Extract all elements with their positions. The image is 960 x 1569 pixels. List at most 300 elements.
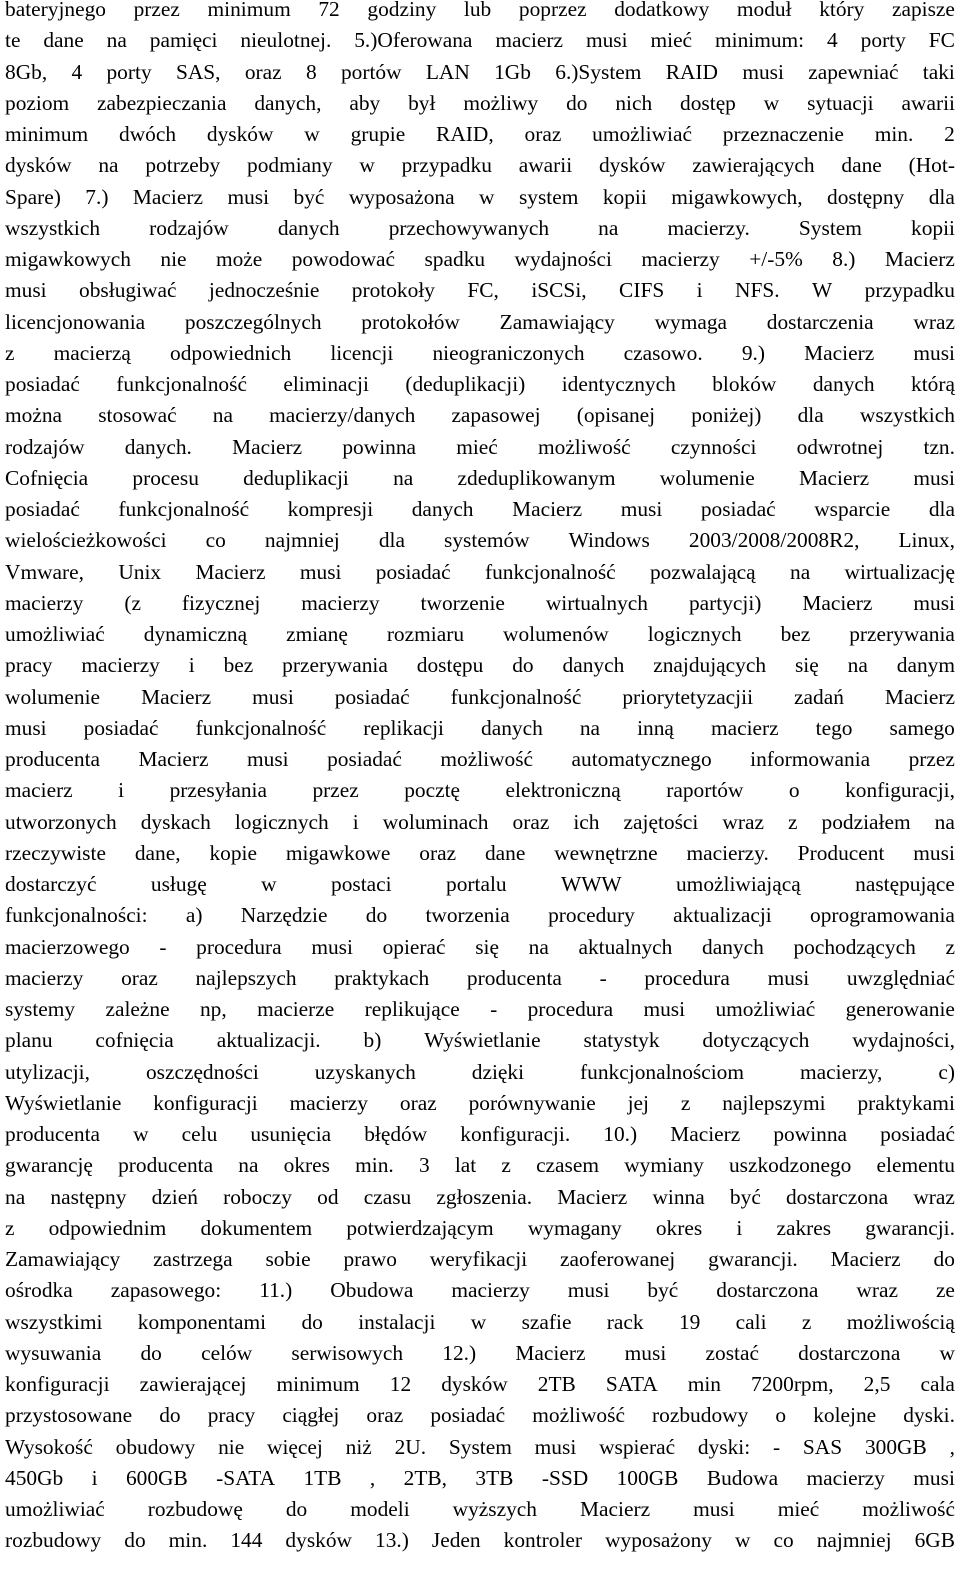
word: 6.)System — [555, 59, 642, 84]
document-line-text — [5, 807, 955, 838]
word: poziom — [5, 90, 70, 115]
word: szafie — [521, 1309, 572, 1334]
word: musi — [643, 997, 686, 1021]
word: Wysokość — [5, 1434, 93, 1459]
document-line-text — [5, 369, 955, 400]
word: bez — [780, 622, 811, 646]
word: macierzy — [451, 1278, 530, 1303]
word: konfiguracji — [5, 1372, 110, 1396]
document-line-text — [5, 494, 955, 525]
word: tego — [815, 715, 853, 740]
word: 6GB — [914, 1528, 955, 1553]
document-line — [5, 525, 955, 556]
document-line-text — [5, 432, 955, 463]
word: przesyłania — [169, 778, 267, 803]
word: poszczególnych — [184, 309, 322, 334]
word: być — [729, 1184, 761, 1209]
word: umożliwiać — [5, 622, 105, 646]
word: macierzy, — [800, 1059, 883, 1084]
word: portalu — [446, 872, 507, 896]
word: 7200rpm, — [751, 1372, 834, 1396]
document-line-text — [5, 838, 955, 869]
word: musi — [227, 184, 270, 209]
document-line — [5, 182, 955, 213]
word: danych — [562, 653, 625, 678]
word: inną — [637, 715, 674, 740]
word: tzn. — [923, 434, 955, 459]
word: się — [475, 934, 499, 959]
word: winna — [652, 1184, 705, 1209]
word: poprzez — [518, 0, 587, 21]
document-line-text — [5, 932, 955, 963]
word: umożliwiać — [592, 122, 692, 146]
word: danych — [481, 715, 543, 740]
word: dane — [43, 28, 84, 53]
word: do — [301, 1309, 323, 1334]
word: replikujące — [364, 997, 460, 1021]
word: który — [819, 0, 865, 21]
word: uszkodzonego — [728, 1153, 852, 1178]
word: ciągłej — [282, 1403, 340, 1428]
word: dostarczona — [785, 1184, 889, 1209]
word: musi — [913, 840, 955, 865]
word: automatycznego — [571, 747, 712, 771]
word: 12 — [389, 1372, 412, 1396]
document-line — [5, 619, 955, 650]
word: możliwość — [862, 1497, 955, 1521]
word: systemy — [5, 997, 76, 1021]
word: min. — [355, 1153, 394, 1178]
word: 12.) — [442, 1340, 477, 1365]
word: Zamawiający — [499, 309, 615, 334]
word: dostarczona — [716, 1278, 819, 1303]
word: opierać — [382, 934, 446, 959]
word: wraz — [856, 1278, 898, 1303]
word: 2TB — [537, 1372, 576, 1396]
word: funkcjonalność — [118, 497, 250, 521]
word: możliwością — [846, 1309, 955, 1334]
document-line — [5, 1119, 955, 1150]
word: jednocześnie — [208, 278, 320, 303]
word: musi — [247, 747, 289, 771]
document-line-text — [5, 57, 955, 88]
word: Macierz — [141, 684, 212, 709]
word: systemów — [444, 528, 530, 553]
word: Macierz — [830, 1247, 901, 1271]
word: musi — [534, 1434, 577, 1459]
word: dyski: — [697, 1434, 751, 1459]
document-line-text — [5, 1088, 955, 1119]
word: oraz — [366, 1403, 404, 1428]
word: z — [680, 1090, 691, 1115]
word: taki — [922, 59, 955, 84]
document-line-text — [5, 213, 955, 244]
document-line-text — [5, 900, 955, 931]
word: zawierających — [692, 153, 815, 178]
word: FC — [928, 28, 955, 53]
document-line — [5, 869, 955, 900]
word: najmniej — [264, 528, 340, 553]
word: zależne — [105, 997, 170, 1021]
word: 8Gb, — [5, 59, 48, 84]
word: planu — [5, 1028, 53, 1053]
word: - — [772, 1434, 781, 1459]
document-line — [5, 1307, 955, 1338]
document-line-text — [5, 650, 955, 681]
word: musi — [5, 715, 47, 740]
word: lat — [454, 1153, 477, 1178]
word: oszczędności — [145, 1059, 259, 1084]
word: Zamawiający — [5, 1247, 121, 1271]
word: przystosowane — [5, 1403, 133, 1428]
word: Macierz — [580, 1497, 651, 1521]
word: (z — [124, 590, 141, 615]
word: c) — [938, 1059, 955, 1084]
word: na — [212, 403, 233, 428]
word: macierz — [710, 715, 779, 740]
word: , — [949, 1434, 955, 1459]
word: Macierz — [884, 684, 955, 709]
word: musi — [913, 1465, 955, 1490]
word: pamięci — [149, 28, 218, 53]
word: Macierz — [138, 747, 209, 771]
word: wszystkich — [859, 403, 955, 428]
word: w — [133, 1122, 149, 1146]
word: rzeczywiste — [5, 840, 106, 865]
word: musi — [913, 465, 955, 490]
word: możliwość — [537, 434, 631, 459]
document-line — [5, 1463, 955, 1494]
word: odpowiednich — [170, 340, 292, 365]
document-line-text — [5, 869, 955, 900]
word: przypadku — [864, 278, 955, 303]
word: funkcjonalnościom — [580, 1059, 745, 1084]
word: partycji) — [688, 590, 762, 615]
word: LAN — [425, 59, 470, 84]
word: powodować — [291, 247, 396, 271]
word: wolumenie — [5, 684, 101, 709]
word: zostać — [705, 1340, 759, 1365]
word: 8.) — [832, 247, 856, 271]
word: nieulotnej. — [240, 28, 332, 53]
word: dodatkowy — [614, 0, 710, 21]
word: Vmware, — [5, 559, 84, 584]
word: na — [847, 653, 868, 678]
word: wraz — [722, 809, 764, 834]
word: odwrotnej — [796, 434, 884, 459]
word: najlepszych — [195, 965, 297, 990]
word: bez — [223, 653, 254, 678]
document-line — [5, 1213, 955, 1244]
word: cofnięcia — [95, 1028, 174, 1053]
word: wymagany — [527, 1215, 622, 1240]
word: 1Gb — [494, 59, 531, 84]
word: nich — [615, 90, 653, 115]
word: obsługiwać — [79, 278, 177, 303]
word: Macierz — [804, 340, 875, 365]
word: Macierz — [512, 497, 583, 521]
word: macierzą — [53, 340, 131, 365]
word: i — [736, 1215, 743, 1240]
word: 450Gb — [5, 1465, 64, 1490]
word: instalacji — [358, 1309, 436, 1334]
word: okres — [283, 1153, 330, 1178]
word: dla — [928, 184, 955, 209]
word: komponentami — [137, 1309, 267, 1334]
word: oraz — [244, 59, 282, 84]
document-line-text — [5, 1244, 955, 1275]
document-line — [5, 1432, 955, 1463]
word: roboczy — [223, 1184, 292, 1209]
document-line-text — [5, 619, 955, 650]
document-line — [5, 369, 955, 400]
word: potrzeby — [145, 153, 221, 178]
word: uzyskanych — [314, 1059, 416, 1084]
document-line — [5, 338, 955, 369]
word: wolumenów — [503, 622, 609, 646]
document-line-text — [5, 1119, 955, 1150]
document-line-text — [5, 963, 955, 994]
word: danych — [702, 934, 764, 959]
word: w — [479, 184, 495, 209]
word: 2003/2008/2008R2, — [688, 528, 860, 553]
word: 10.) — [603, 1122, 638, 1146]
word: z — [5, 1215, 15, 1240]
word: kopie — [209, 840, 257, 865]
word: rozbudowy — [652, 1403, 749, 1428]
word: -SATA — [216, 1465, 276, 1490]
word: na — [579, 715, 601, 740]
word: , — [369, 1465, 376, 1490]
word: dostępu — [416, 653, 484, 678]
word: bloków — [712, 372, 777, 396]
word: musi — [693, 1497, 735, 1521]
document-line — [5, 213, 955, 244]
word: rozbudowę — [147, 1497, 243, 1521]
word: poniżej) — [691, 403, 762, 428]
word: przypadku — [401, 153, 492, 178]
document-line-text — [5, 338, 955, 369]
word: identycznych — [561, 372, 676, 396]
word: Macierz — [195, 559, 266, 584]
word: musi — [311, 934, 353, 959]
document-line-text — [5, 1494, 955, 1525]
word: oraz — [512, 809, 550, 834]
word: 144 — [230, 1528, 263, 1553]
word: lub — [463, 0, 492, 21]
word: dostarczona — [798, 1340, 901, 1365]
word: informowania — [750, 747, 871, 771]
word: 7.) — [85, 184, 109, 209]
word: Macierz — [232, 434, 303, 459]
word: pochodzących — [793, 934, 916, 959]
word: zawierającej — [139, 1372, 247, 1396]
word: usługę — [150, 872, 207, 896]
document-line-text — [5, 1182, 955, 1213]
document-line — [5, 400, 955, 431]
word: wymiany — [624, 1153, 704, 1178]
word: na — [238, 1153, 259, 1178]
word: sytuacji — [807, 90, 874, 115]
word: b) — [363, 1028, 382, 1053]
word: eliminacji — [283, 372, 369, 396]
word: generowanie — [845, 997, 955, 1021]
document-line — [5, 275, 955, 306]
word: na — [5, 1184, 26, 1209]
word: nie — [218, 1434, 245, 1459]
word: posiadać — [375, 559, 451, 584]
word: do — [159, 1403, 181, 1428]
word: posiadać — [5, 372, 80, 396]
document-line — [5, 307, 955, 338]
word: zajętości — [623, 809, 699, 834]
word: macierzy — [289, 1090, 369, 1115]
word: dostęp — [680, 90, 736, 115]
word: W — [812, 278, 833, 303]
word: wysuwania — [5, 1340, 102, 1365]
word: Macierz — [884, 247, 955, 271]
word: macierzowego — [5, 934, 130, 959]
word: producenta — [466, 965, 562, 990]
word: o — [775, 1403, 787, 1428]
word: gwarancji. — [865, 1215, 955, 1240]
word: najmniej — [816, 1528, 892, 1553]
word: i — [352, 809, 359, 834]
word: pracy — [5, 653, 53, 678]
word: procesu — [132, 465, 199, 490]
word: dysków — [5, 153, 72, 178]
word: wielościeżkowości — [5, 528, 167, 553]
word: porównywanie — [468, 1090, 596, 1115]
word: kopii — [911, 215, 955, 240]
word: ze — [935, 1278, 955, 1303]
word: podmiany — [247, 153, 333, 178]
word: obudowy — [115, 1434, 196, 1459]
word: replikacji — [363, 715, 445, 740]
word: zapisze — [891, 0, 955, 21]
word: 8 — [305, 59, 317, 84]
word: dynamiczną — [143, 622, 248, 646]
document-line — [5, 557, 955, 588]
word: zapasowego: — [110, 1278, 222, 1303]
word: 72 — [318, 0, 340, 21]
word: wirtualizację — [844, 559, 955, 584]
word: minimum: — [714, 28, 805, 53]
word: min. — [874, 122, 914, 146]
word: możliwość — [440, 747, 534, 771]
word: SATA — [605, 1372, 658, 1396]
word: min — [687, 1372, 721, 1396]
document-line-text — [5, 1525, 955, 1556]
document-line — [5, 1088, 955, 1119]
word: 3 — [418, 1153, 430, 1178]
document-line-text — [5, 1307, 955, 1338]
word: System — [798, 215, 862, 240]
document-line-text — [5, 88, 955, 119]
word: 2 — [944, 122, 955, 146]
word: przez — [133, 0, 180, 21]
document-line — [5, 1025, 955, 1056]
word: którą — [911, 372, 955, 396]
word: więcej — [267, 1434, 323, 1459]
word: 5.)Oferowana — [354, 28, 473, 53]
word: zadań — [794, 684, 844, 709]
document-line — [5, 57, 955, 88]
document-line — [5, 463, 955, 494]
word: -SSD — [541, 1465, 589, 1490]
word: pozwalającą — [649, 559, 756, 584]
document-line — [5, 119, 955, 150]
document-line — [5, 682, 955, 713]
word: kompresji — [287, 497, 374, 521]
word: czynności — [670, 434, 757, 459]
word: RAID, — [436, 122, 494, 146]
document-line — [5, 1182, 955, 1213]
word: oraz — [399, 1090, 437, 1115]
document-line — [5, 1150, 955, 1181]
word: powinna — [773, 1122, 848, 1146]
word: funkcjonalności: — [5, 903, 148, 928]
word: licencji — [330, 340, 394, 365]
word: procedury — [548, 903, 635, 928]
document-line — [5, 994, 955, 1025]
word: pracy — [207, 1403, 256, 1428]
word: porty — [860, 28, 906, 53]
word: dysków — [285, 1528, 352, 1553]
word: oraz — [419, 840, 457, 865]
word: iSCSi, — [531, 278, 587, 303]
word: w — [359, 153, 375, 178]
word: 19 — [678, 1309, 701, 1334]
word: System — [448, 1434, 512, 1459]
word: 4 — [71, 59, 83, 84]
word: okres — [655, 1215, 703, 1240]
word: musi — [5, 278, 47, 303]
word: portów — [340, 59, 402, 84]
word: zmianę — [286, 622, 348, 646]
word: minimum — [207, 0, 291, 21]
word: posiadać — [83, 715, 159, 740]
word: min. — [168, 1528, 208, 1553]
document-line — [5, 775, 955, 806]
word: czasu — [363, 1184, 412, 1209]
word: możliwość — [532, 1403, 625, 1428]
word: pocztę — [404, 778, 461, 803]
word: musi — [913, 590, 955, 615]
word: serwisowych — [291, 1340, 404, 1365]
document-line-text — [5, 150, 955, 181]
word: i — [696, 278, 703, 303]
word: rodzajów — [5, 434, 85, 459]
word: co — [205, 528, 226, 553]
word: - — [599, 965, 607, 990]
word: na — [934, 809, 955, 834]
word: dwóch — [119, 122, 177, 146]
document-line — [5, 1400, 955, 1431]
word: wyposażony — [605, 1528, 712, 1553]
word: od — [317, 1184, 339, 1209]
word: moduł — [736, 0, 792, 21]
word: zdeduplikowanym — [457, 465, 616, 490]
word: procedura — [527, 997, 614, 1021]
word: ośrodka — [5, 1278, 73, 1303]
document-line — [5, 1525, 955, 1556]
document-line — [5, 150, 955, 181]
word: samego — [889, 715, 955, 740]
word: posiadać — [327, 747, 402, 771]
word: spadku — [424, 247, 486, 271]
document-line-text — [5, 682, 955, 713]
